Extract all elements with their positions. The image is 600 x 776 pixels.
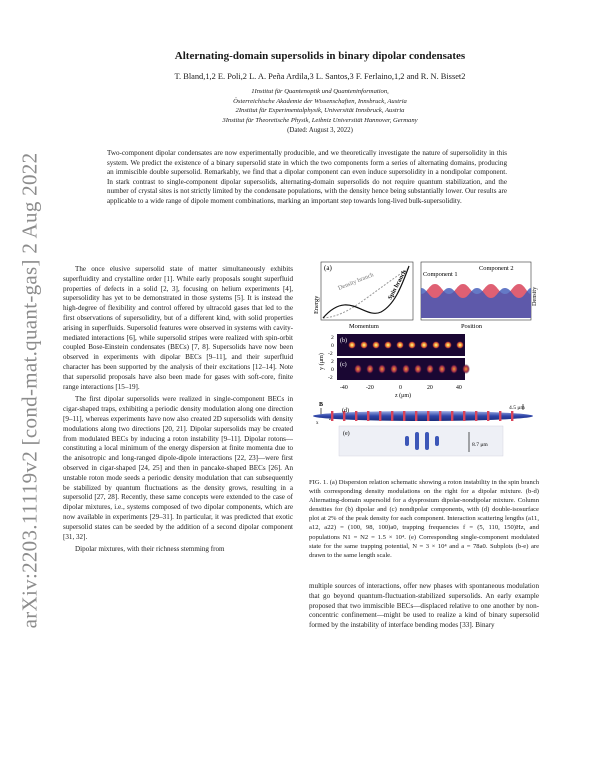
arxiv-identifier: arXiv:2203.11119v2 [cond-mat.quant-gas] 2 Aug 2022 <box>17 152 42 628</box>
droplet-dipolar <box>384 341 392 349</box>
droplet-nondipolar <box>390 364 398 374</box>
paper-title: Alternating-domain supersolids in binary dipolar condensates <box>174 50 466 62</box>
droplet-nondipolar <box>366 364 374 374</box>
droplet-nondipolar <box>426 364 434 374</box>
panel-b-label: (b) <box>340 338 347 344</box>
x-tick: 40 <box>456 385 462 391</box>
panel-a-density <box>421 262 538 330</box>
affiliations <box>60 87 580 125</box>
x-tick: -20 <box>366 385 374 391</box>
axis-b-label: B <box>319 402 324 408</box>
y-tick: 2 <box>331 335 334 341</box>
x-tick: -40 <box>340 385 348 391</box>
density-axis-label: Density <box>531 286 538 306</box>
body-paragraph: The once elusive supersolid state of matter simultaneously exhibits superfluidity and crystalline order [1]. While early proposals sought superfluid properties of defects in a solid [2, 3], focusing on helium experiments [4], supersolidity has yet to be demonstrated in those systems [5]. It is instead the high-degree of flexibility and control offered by ultracold gases that led to the first observations of supersolidity, but of a different kind, with solid properties arising in superfluids. Supersolid features were observed in systems with cavity-mediated interactions [6], while supersolid stripes were realized with spin-orbit coupled Bose-Einstein condensates (BECs) [7, 8]. Supersolids have now been observed in experiments with dipolar BECs [9–11], and their superfluid character has been supported by the analysis of their excitations [12–14]. Note that supersolid proposals have also been made for gases with soft-core, finite range interactions [15–19]. <box>63 265 293 391</box>
y-tick: 0 <box>331 343 334 349</box>
date-line: (Dated: August 3, 2022) <box>287 127 353 134</box>
domain-component-2 <box>511 411 513 421</box>
axis-x-label: x <box>316 421 319 426</box>
body-paragraph: The first dipolar supersolids were realized in single-component BECs in cigar-shaped traps, exhibiting a periodic density modulation along one direction [9–11], whereas experiments have now also created 2D supersolids with density modulations along two directions [20, 21]. Dipolar supersolids may be created from modulated BECs by inducing a roton instability [9–11]. Dipolar rotons—constituting a local minimum of the energy dispersion at finite momenta due to the anisotropic and long-ranged dipole-dipole interactions [22, 23]—were first observed in cigar-shaped [24, 25] and then in pancake-shaped BECs [26]. An unstable roton mode seeds a periodic density modulation that can subsequently be stabilized by quantum fluctuations as the density grows, resulting in a supersolid [27, 28]. Recently, these same concepts were extended to the case of dipolar mixtures, i.e., systems composed of two dipolar components, which are now available in experiments [29–31]. In particular, it was predicted that exotic supersolid states can be seeded by the addition of a second dipolar component [31, 32]. <box>63 395 293 541</box>
droplet-nondipolar <box>462 364 470 374</box>
panel-d-isosurface <box>313 402 533 426</box>
spin-branch-label: Spin branch <box>386 268 409 301</box>
position-axis-label: Position <box>461 323 482 330</box>
droplet-nondipolar <box>378 364 386 374</box>
momentum-axis-label: Momentum <box>349 323 379 330</box>
component-2-label: Component 2 <box>479 265 514 272</box>
panel-a-dispersion <box>313 262 413 330</box>
droplet-single-component <box>405 436 409 446</box>
domain-component-2 <box>487 411 489 421</box>
droplet-dipolar <box>420 341 428 349</box>
y-tick: -2 <box>328 375 333 381</box>
domain-component-2 <box>355 411 357 421</box>
axis-z-label: z <box>329 417 332 422</box>
droplet-dipolar <box>408 341 416 349</box>
body-right-column: multiple sources of interactions, offer new phases with spontaneous modulation that go beyond quantum-fluctuation-stabilized supersolids. An early example proposed that two immiscible BECs—displaced relative to one another by non-concentric confinement—might be used to realize a kind of binary supersolid formed by the instability of interface bending modes [33]. Binary <box>309 582 539 630</box>
droplet-nondipolar <box>438 364 446 374</box>
panel-c-label: (c) <box>340 362 347 368</box>
domain-component-2 <box>499 411 501 421</box>
domain-component-2 <box>403 411 405 421</box>
figure-caption: FIG. 1. (a) Dispersion relation schematic showing a roton instability in the spin branch with corresponding density modulations on the right for a dipolar mixture. (b-d) Alternating-domain supersolid for a dysprosium dipolar-nondipolar mixture. Column densities for (b) dipolar and (c) nondipolar components, with (d) double-isosurface plot at 2% of the peak density for each component. Interaction scattering lengths (a11, a12, a22) = (100, 98, 100)a0, trapping frequencies f = (5, 110, 150)Hz, and populations N1 = N2 = 1.5 × 10⁴. (e) Corresponding single-component modulated state for the same trapping potential, N = 3 × 10⁴ and a = 78a0. Subplots (b-e) are drawn to the same length scale. <box>309 479 539 559</box>
panel-d-label: (d) <box>342 408 349 414</box>
x-tick: 0 <box>399 385 402 391</box>
droplet-dipolar <box>396 341 404 349</box>
author-list: T. Bland,1,2 E. Poli,2 L. A. Peña Ardila,3 L. Santos,3 F. Ferlaino,1,2 and R. N. Bisset2 <box>174 72 466 81</box>
panel-b-heatmap <box>337 334 465 356</box>
scale-label-e: 8.7 μm <box>472 442 488 448</box>
droplet-dipolar <box>456 341 464 349</box>
droplet-dipolar <box>444 341 452 349</box>
droplet-single-component <box>435 436 439 446</box>
domain-component-2 <box>379 411 381 421</box>
droplet-nondipolar <box>354 364 362 374</box>
droplet-single-component <box>425 432 429 450</box>
affiliation-line: 3Institut für Theoretische Physik, Leibniz Universität Hannover, Germany <box>222 116 418 124</box>
affiliation-line: 1Institut für Quantenoptik und Quanteninformation, <box>251 88 389 95</box>
domain-component-2 <box>331 411 333 421</box>
body-paragraph: Dipolar mixtures, with their richness stemming from <box>75 545 225 554</box>
panel-e-isosurface <box>339 426 503 456</box>
domain-component-2 <box>439 411 441 421</box>
droplet-dipolar <box>432 341 440 349</box>
abstract: Two-component dipolar condensates are now experimentally producible, and we theoretically investigate the nature of supersolidity in this system. We predict the existence of a binary supersolid state in which the two components form a series of alternating domains, producing an immiscible double supersolid. Remarkably, we find that a dipolar component can even induce supersolidity in a nondipolar component. In stark contrast to single-component dipolar supersolids, alternating-domain supersolids do not require quantum stabilization, and the number of crystal sites is not strictly limited by the condensate populations, with the density hence being substantially lower. Our results are applicable to a wide range of dipole moment combinations, marking an important step towards long-lived bulk-supersolidity. <box>107 149 507 205</box>
domain-component-2 <box>451 411 453 421</box>
domain-component-2 <box>463 411 465 421</box>
affiliation-line: 2Institut für Experimentalphysik, Universität Innsbruck, Austria <box>235 107 405 115</box>
energy-axis-label: Energy <box>313 295 320 314</box>
droplet-nondipolar <box>450 364 458 374</box>
y-tick: 0 <box>331 367 334 373</box>
panel-a-label: (a) <box>324 264 332 272</box>
panel-c-heatmap <box>337 358 470 380</box>
arxiv-stamp <box>10 140 50 640</box>
scale-label-d: 4.5 μm <box>509 405 525 411</box>
component-1-label: Component 1 <box>423 271 458 278</box>
panel-e-label: (e) <box>343 431 350 437</box>
domain-component-2 <box>415 411 417 421</box>
affiliation-line: Österreichische Akademie der Wissenschaften, Innsbruck, Austria <box>233 97 407 105</box>
domain-component-2 <box>391 411 393 421</box>
droplet-nondipolar <box>402 364 410 374</box>
domain-component-2 <box>475 411 477 421</box>
droplet-dipolar <box>348 341 356 349</box>
domain-component-2 <box>427 411 429 421</box>
body-left-column <box>63 265 293 555</box>
droplet-nondipolar <box>414 364 422 374</box>
droplet-single-component <box>415 432 419 450</box>
droplet-dipolar <box>372 341 380 349</box>
y-axis-label: y (μm) <box>318 353 325 370</box>
domain-component-2 <box>367 411 369 421</box>
x-axis-label: z (μm) <box>395 393 412 399</box>
x-tick: 20 <box>427 385 433 391</box>
y-tick: 2 <box>331 359 334 365</box>
droplet-dipolar <box>360 341 368 349</box>
density-branch-label: Density branch <box>337 271 375 292</box>
y-tick: -2 <box>328 351 333 357</box>
